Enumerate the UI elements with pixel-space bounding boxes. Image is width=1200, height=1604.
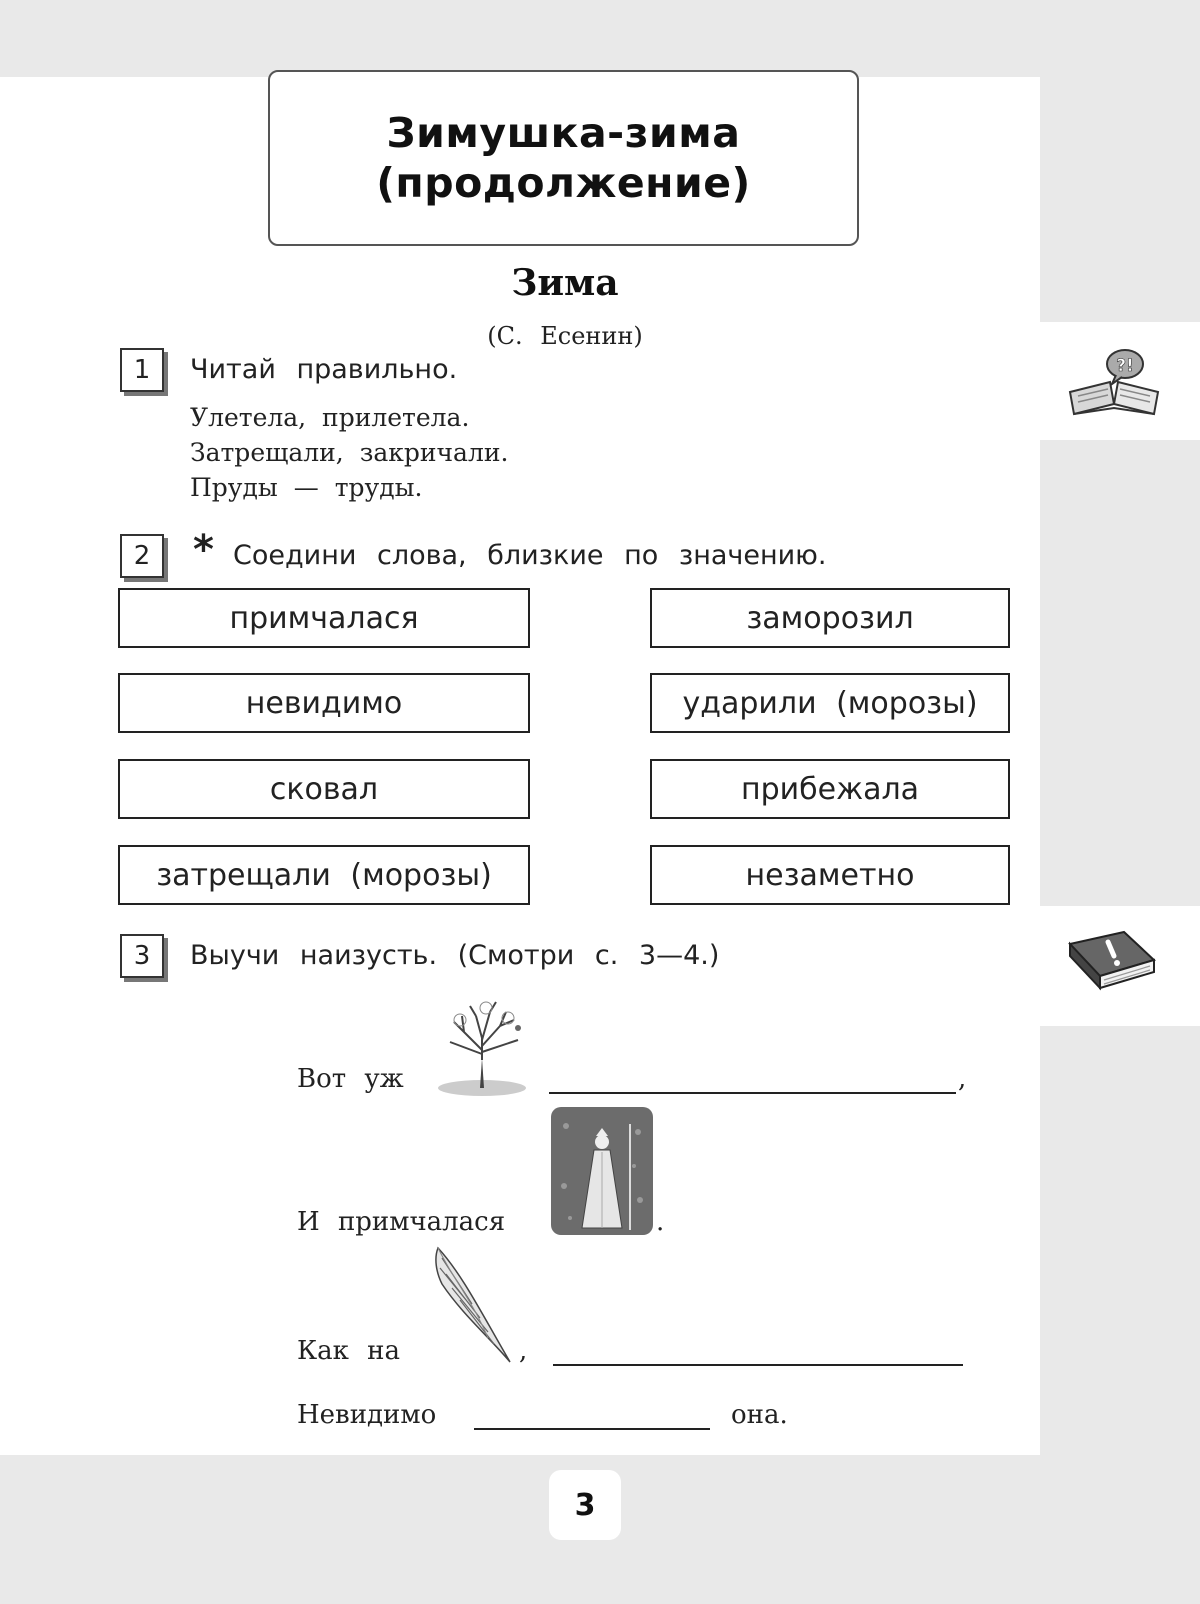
page-number: 3 (549, 1470, 621, 1540)
book-question-icon (1064, 342, 1164, 422)
chapter-title-line2: (продолжение) (376, 159, 751, 207)
svg-text:?!: ?! (1116, 356, 1134, 376)
task-number-2: 2 (120, 534, 164, 578)
book-exclamation-icon (1062, 922, 1162, 1002)
poem-author: (С. Есенин) (487, 322, 643, 350)
snow-queen-icon (550, 1106, 654, 1236)
poem-line-1-start: Вот уж (297, 1064, 404, 1094)
answer-blank-1[interactable] (549, 1092, 956, 1094)
reading-lines (190, 400, 508, 505)
reading-line: Улетела, прилетела. (190, 403, 470, 432)
task-number-3: 3 (120, 934, 164, 978)
task-number-1: 1 (120, 348, 164, 392)
task3-instruction: Выучи наизусть. (Смотри с. 3—4.) (190, 940, 720, 971)
answer-blank-4[interactable] (474, 1428, 710, 1430)
poem-line-3-end: , (519, 1336, 528, 1366)
tree-icon (436, 998, 532, 1098)
reading-line: Затрещали, закричали. (190, 438, 509, 467)
answer-blank-3[interactable] (553, 1364, 963, 1366)
poem-title: Зима (511, 262, 619, 304)
side-tab-bottom (1040, 906, 1200, 1026)
word-box-left-4[interactable]: затрещали (морозы) (118, 845, 530, 905)
chapter-title-line1: Зимушка-зима (386, 109, 741, 157)
poem-line-2-start: И примчалася (297, 1207, 506, 1237)
word-box-left-2[interactable]: невидимо (118, 673, 530, 733)
wing-icon (432, 1244, 520, 1368)
poem-line-3-start: Как на (297, 1336, 400, 1366)
word-box-right-4[interactable]: незаметно (650, 845, 1010, 905)
word-box-left-1[interactable]: примчалася (118, 588, 530, 648)
poem-line-1-end: , (958, 1064, 967, 1094)
asterisk-marker: * (193, 527, 214, 573)
word-box-left-3[interactable]: сковал (118, 759, 530, 819)
task2-instruction: Соедини слова, близкие по значению. (233, 540, 827, 571)
poem-line-4-end: она. (731, 1400, 788, 1430)
task1-instruction: Читай правильно. (190, 354, 458, 385)
chapter-title-box (268, 70, 859, 246)
word-box-right-2[interactable]: ударили (морозы) (650, 673, 1010, 733)
word-box-right-1[interactable]: заморозил (650, 588, 1010, 648)
poem-line-4-start: Невидимо (297, 1400, 437, 1430)
poem-line-2-end: . (656, 1207, 665, 1237)
reading-line: Пруды — труды. (190, 473, 423, 502)
word-box-right-3[interactable]: прибежала (650, 759, 1010, 819)
